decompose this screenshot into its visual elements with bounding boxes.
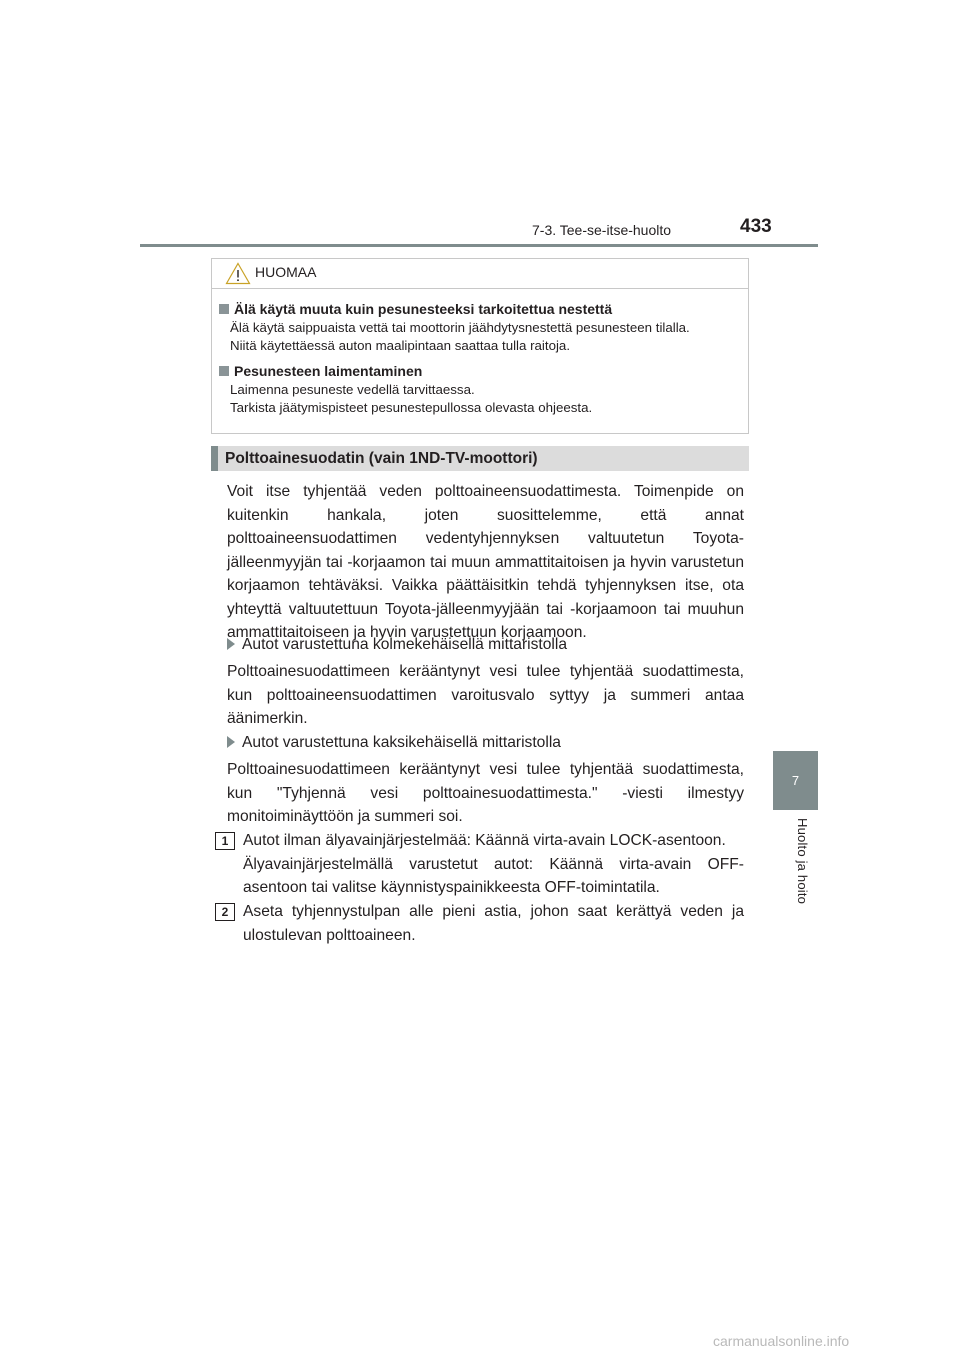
condition-label: Autot varustettuna kaksikehäisellä mittaristolla bbox=[242, 734, 561, 751]
notice-item-line: Tarkista jäätymispisteet pesunestepullossa olevasta ohjeesta. bbox=[230, 399, 593, 415]
step-line: Autot ilman älyavainjärjestelmää: Käännä virta-avain LOCK-asentoon. bbox=[243, 832, 726, 849]
notice-box bbox=[211, 258, 749, 434]
notice-item-line: Älä käytä saippuaista vettä tai moottorin jäähdytysnestettä pesunesteen tilalla. bbox=[230, 320, 690, 335]
condition-heading bbox=[227, 731, 561, 755]
triangle-arrow-icon bbox=[227, 736, 235, 748]
header-section-title: 7-3. Tee-se-itse-huolto bbox=[532, 222, 672, 238]
notice-title: HUOMAA bbox=[255, 264, 317, 280]
step-text bbox=[243, 829, 744, 900]
intro-paragraph: Voit itse tyhjentää veden polttoaineensuodattimesta. Toimenpide on kuitenkin hankala, joten suosittelemme, että annat polttoaineensuodattimen vedentyhjennyksen valtuutetun Toyota-jälleenmyyjän tai -korjaamon tai muun ammattitaitoisen ja hyvin varustetun korjaamon tehtäväksi. Vaikka päättäisitkin tehdä tyhjennyksen itse, ota yhteyttä valtuutettuun Toyota-jälleenmyyjään tai -korjaamoon tai muuhun ammattitaitoiseen ja hyvin varustettuun korjaamoon. bbox=[227, 483, 744, 641]
chapter-label: Huolto ja hoito bbox=[795, 818, 810, 905]
triangle-arrow-icon bbox=[227, 638, 235, 650]
condition-label: Autot varustettuna kolmekehäisellä mittaristolla bbox=[242, 636, 568, 653]
notice-item bbox=[219, 363, 742, 416]
chapter-number: 7 bbox=[791, 773, 800, 788]
step-number-badge: 1 bbox=[215, 832, 235, 850]
header-divider bbox=[140, 244, 818, 247]
notice-item-line: Niitä käytettäessä auton maalipintaan saattaa tulla raitoja. bbox=[230, 337, 571, 353]
chapter-tab bbox=[773, 751, 818, 810]
watermark-text: carmanualsonline.info bbox=[713, 1333, 850, 1349]
section-heading: Polttoainesuodatin (vain 1ND-TV-moottori) bbox=[211, 446, 749, 471]
condition-paragraph: Polttoainesuodattimeen kerääntynyt vesi tulee tyhjentää suodattimesta, kun polttoaineensuodattimen varoitusvalo syttyy ja summeri antaa äänimerkin. bbox=[227, 663, 744, 727]
notice-item bbox=[219, 301, 742, 354]
step-number-badge: 2 bbox=[215, 903, 235, 921]
square-bullet-icon bbox=[219, 304, 229, 314]
square-bullet-icon bbox=[219, 366, 229, 376]
notice-item-line: Laimenna pesuneste vedellä tarvittaessa. bbox=[230, 382, 475, 397]
step-text: Aseta tyhjennystulpan alle pieni astia, johon saat kerättyä veden ja ulostulevan polttoaineen. bbox=[243, 903, 744, 944]
step-line: Älyavainjärjestelmällä varustetut autot: Käännä virta-avain OFF-asentoon tai valitse käynnistyspainikkeesta OFF-toimintatila. bbox=[243, 855, 744, 896]
condition-heading bbox=[227, 633, 567, 657]
condition-paragraph: Polttoainesuodattimeen kerääntynyt vesi tulee tyhjentää suodattimesta, kun "Tyhjennä vesi polttoainesuodattimesta." -viesti ilmestyy monitoiminäyttöön ja summeri soi. bbox=[227, 761, 744, 825]
notice-header bbox=[212, 259, 748, 289]
notice-item-title: Älä käytä muuta kuin pesunesteeksi tarkoitettua nestettä bbox=[234, 301, 613, 317]
warning-triangle-icon bbox=[225, 262, 251, 285]
page-number: 433 bbox=[740, 216, 772, 237]
notice-item-title: Pesunesteen laimentaminen bbox=[234, 363, 423, 379]
